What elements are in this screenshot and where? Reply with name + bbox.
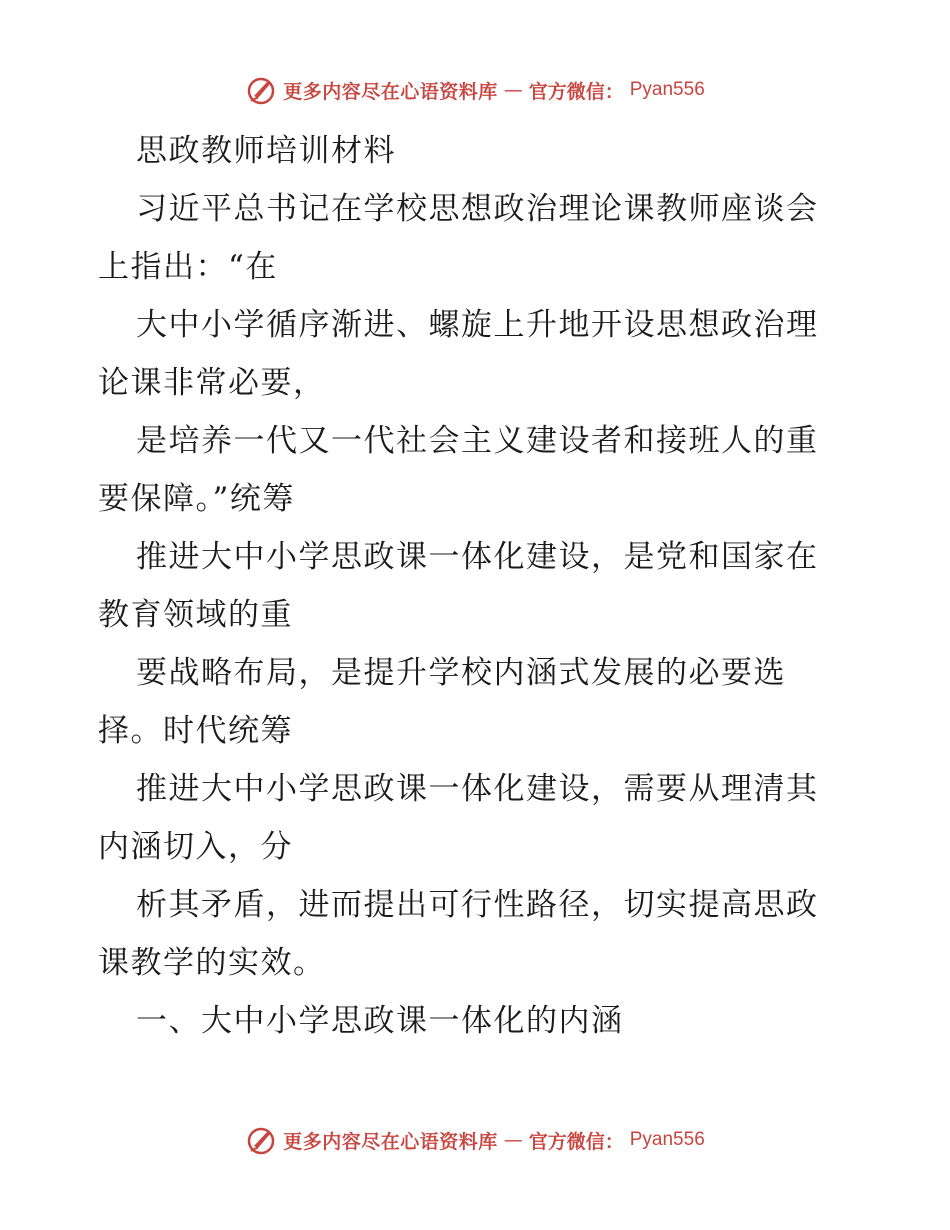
watermark-label: 官方微信： (528, 1130, 624, 1153)
paragraph-line: 课教学的实效。 (98, 945, 326, 981)
paragraph-line: 论课非常必要， (98, 365, 326, 401)
paragraph-line: 是培养一代又一代社会主义建设者和接班人的重 (136, 423, 819, 459)
paragraph-line: 析其矛盾，进而提出可行性路径，切实提高思政 (136, 887, 819, 923)
header-watermark (0, 70, 950, 110)
paragraph-line: 择。时代统筹 (98, 713, 293, 749)
paragraph-line: 教育领域的重 (98, 597, 293, 633)
paragraph-line: 要战略布局，是提升学校内涵式发展的必要选 (136, 655, 786, 691)
watermark-wechat-id: Pyan556 (629, 1129, 705, 1150)
watermark-label: 官方微信： (528, 80, 624, 103)
paragraph-line: 上指出：“在 (98, 249, 278, 285)
quill-logo-icon (245, 74, 277, 106)
doc-title: 思政教师培训材料 (136, 133, 396, 169)
paragraph-line: 推进大中小学思政课一体化建设，是党和国家在 (136, 539, 819, 575)
watermark-text: 更多内容尽在心语资料库 (283, 80, 498, 103)
quill-logo-icon (245, 1124, 277, 1156)
watermark-text: 更多内容尽在心语资料库 (283, 1130, 498, 1153)
section-heading: 一、大中小学思政课一体化的内涵 (136, 1003, 624, 1039)
paragraph-line: 要保障。”统筹 (98, 481, 295, 517)
watermark-dash: — (503, 1129, 523, 1151)
document-body (98, 122, 858, 1050)
watermark-wechat-id: Pyan556 (629, 79, 705, 100)
paragraph-line: 推进大中小学思政课一体化建设，需要从理清其 (136, 771, 819, 807)
paragraph-line: 内涵切入，分 (98, 829, 293, 865)
paragraph-line: 习近平总书记在学校思想政治理论课教师座谈会 (136, 191, 819, 227)
paragraph-line: 大中小学循序渐进、螺旋上升地开设思想政治理 (136, 307, 819, 343)
watermark-dash: — (503, 79, 523, 101)
footer-watermark (0, 1120, 950, 1160)
